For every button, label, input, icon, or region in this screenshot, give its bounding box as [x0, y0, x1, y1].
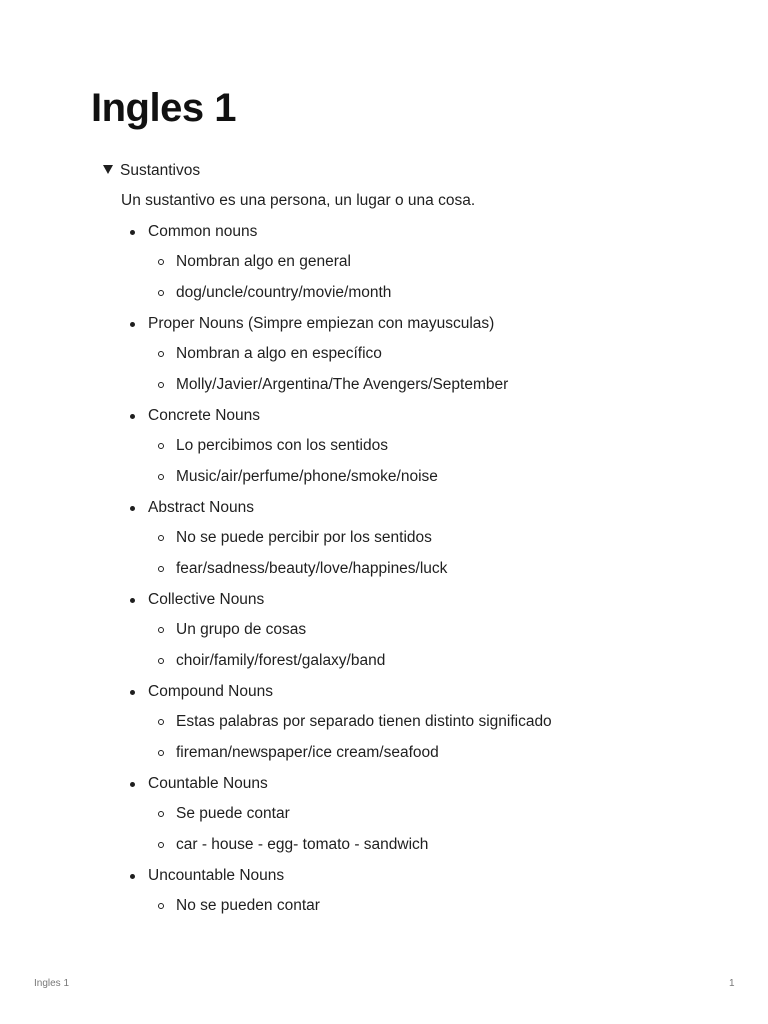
sub-list: [148, 895, 741, 926]
sub-list-item-label: choir/family/forest/galaxy/band: [176, 652, 386, 669]
circle-bullet-icon: [158, 259, 164, 265]
sub-list-item-label: Nombran a algo en específico: [176, 345, 382, 362]
bullet-icon: [130, 874, 135, 879]
intro-text: Un sustantivo es una persona, un lugar o una cosa.: [121, 192, 476, 209]
circle-bullet-icon: [158, 566, 164, 572]
sub-list-item: [148, 619, 741, 650]
circle-bullet-icon: [158, 811, 164, 817]
sub-list: [148, 803, 741, 865]
sub-list-item-label: Nombran algo en general: [176, 253, 351, 270]
circle-bullet-icon: [158, 750, 164, 756]
sub-list-item-label: Lo percibimos con los sentidos: [176, 437, 388, 454]
bullet-icon: [130, 782, 135, 787]
toggle-label: Sustantivos: [120, 162, 201, 179]
list-item-label: Common nouns: [148, 223, 258, 240]
sub-list-item-label: fear/sadness/beauty/love/happines/luck: [176, 560, 448, 577]
sub-list-item-label: No se puede percibir por los sentidos: [176, 529, 432, 546]
list-item-label: Countable Nouns: [148, 775, 268, 792]
footer-doc-name: Ingles 1: [34, 978, 70, 989]
sub-list: [148, 435, 741, 497]
noun-list: [121, 221, 741, 926]
circle-bullet-icon: [158, 443, 164, 449]
bullet-icon: [130, 506, 135, 511]
triangle-down-icon[interactable]: [103, 165, 113, 174]
footer-page-number: 1: [729, 978, 735, 989]
circle-bullet-icon: [158, 290, 164, 296]
sub-list: [148, 343, 741, 405]
list-item: [121, 497, 741, 589]
sub-list-item-label: car - house - egg- tomato - sandwich: [176, 836, 429, 853]
sub-list-item-label: Se puede contar: [176, 805, 290, 822]
sub-list-item: [148, 803, 741, 834]
list-item: [121, 589, 741, 681]
sub-list-item: [148, 251, 741, 282]
bullet-icon: [130, 690, 135, 695]
circle-bullet-icon: [158, 351, 164, 357]
list-item: [121, 773, 741, 865]
circle-bullet-icon: [158, 627, 164, 633]
sub-list-item: [148, 711, 741, 742]
list-item-label: Abstract Nouns: [148, 499, 254, 516]
sub-list-item: [148, 435, 741, 466]
bullet-icon: [130, 414, 135, 419]
sub-list-item: [148, 343, 741, 374]
circle-bullet-icon: [158, 842, 164, 848]
sub-list-item: [148, 374, 741, 405]
bullet-icon: [130, 230, 135, 235]
sub-list: [148, 527, 741, 589]
sub-list-item: [148, 282, 741, 313]
sub-list: [148, 251, 741, 313]
list-item: [121, 865, 741, 926]
toggle-sustantivos[interactable]: [103, 161, 200, 181]
list-item: [121, 681, 741, 773]
bullet-icon: [130, 598, 135, 603]
list-item-label: Proper Nouns (Simpre empiezan con mayusculas): [148, 315, 495, 332]
sub-list-item: [148, 527, 741, 558]
sub-list: [148, 619, 741, 681]
circle-bullet-icon: [158, 535, 164, 541]
sub-list-item-label: Music/air/perfume/phone/smoke/noise: [176, 468, 438, 485]
sub-list: [148, 711, 741, 773]
sub-list-item: [148, 466, 741, 497]
list-item-label: Collective Nouns: [148, 591, 265, 608]
sub-list-item: [148, 558, 741, 589]
list-item-label: Compound Nouns: [148, 683, 273, 700]
list-item-label: Concrete Nouns: [148, 407, 261, 424]
circle-bullet-icon: [158, 382, 164, 388]
bullet-icon: [130, 322, 135, 327]
list-item-label: Uncountable Nouns: [148, 867, 285, 884]
sub-list-item-label: Un grupo de cosas: [176, 621, 307, 638]
sub-list-item-label: No se pueden contar: [176, 897, 320, 914]
sub-list-item: [148, 650, 741, 681]
sub-list-item: [148, 834, 741, 865]
page-title: Ingles 1: [91, 86, 236, 130]
sub-list-item-label: dog/uncle/country/movie/month: [176, 284, 392, 301]
list-item: [121, 221, 741, 313]
sub-list-item-label: Molly/Javier/Argentina/The Avengers/September: [176, 376, 509, 393]
circle-bullet-icon: [158, 719, 164, 725]
list-item: [121, 405, 741, 497]
sub-list-item-label: fireman/newspaper/ice cream/seafood: [176, 744, 439, 761]
circle-bullet-icon: [158, 474, 164, 480]
list-item: [121, 313, 741, 405]
sub-list-item: [148, 742, 741, 773]
circle-bullet-icon: [158, 903, 164, 909]
sub-list-item: [148, 895, 741, 926]
sub-list-item-label: Estas palabras por separado tienen distinto significado: [176, 713, 552, 730]
circle-bullet-icon: [158, 658, 164, 664]
